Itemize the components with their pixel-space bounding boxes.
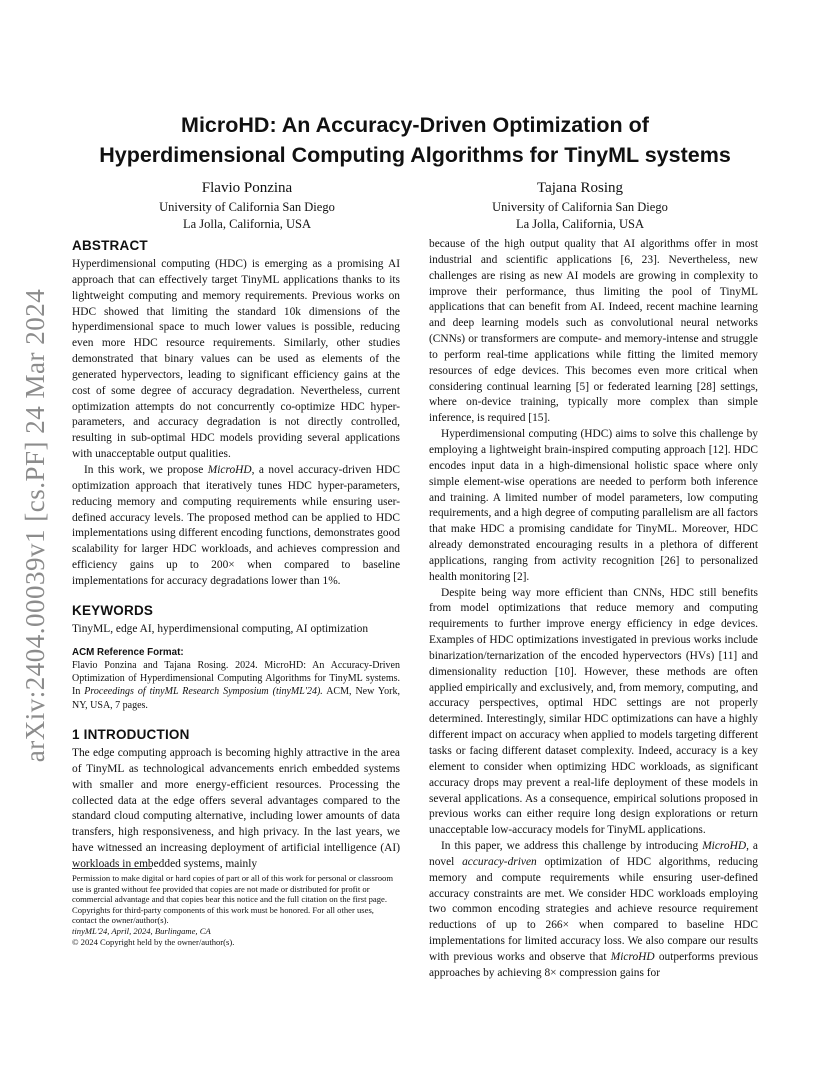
footnote-divider xyxy=(72,868,152,869)
paper-title xyxy=(70,110,760,170)
keywords-heading: KEYWORDS xyxy=(72,602,154,618)
abstract-paragraph-2: In this work, we propose MicroHD, a novel accuracy-driven HDC optimization approach that iteratively tunes HDC hyper-parameters, reducing memory and computing requirements while ensuring user-defined accuracy levels. The proposed method can be applied to HDC implementations using different encoding functions, demonstrates good scalability for larger HDC workloads, and achieves compression and efficiency gains up to 200× when compared to baseline implementations for accuracy degradations lower than 1%. xyxy=(72,463,400,587)
copyright-notice: © 2024 Copyright held by the owner/author(s). xyxy=(72,936,235,947)
introduction-paragraph-1-start: The edge computing approach is becoming highly attractive in the area of TinyML as technological advancements enrich embedded systems with smaller and more energy-efficient resources. Processing the collected data at the edge offers several advantages compared to the standard cloud computing alternative, including lower amounts of data transfers, high responsiveness, and high privacy. In the last years, we have witnessed an increasing deployment of artificial intelligence (AI) workloads in embedded systems, mainly xyxy=(72,747,400,870)
abstract-paragraph-1: Hyperdimensional computing (HDC) is emerging as a promising AI approach that can effectively target TinyML applications thanks to its lightweight computing and memory requirements. Previous works on HDC showed that limiting the standard 10k dimensions of the hyperdimensional space to much lower values is possible, reducing even more HDC resource requirements. Similarly, other studies demonstrated that binary values can be used as elements of the generated hypervectors, leading to significant efficiency gains at the cost of some degree of accuracy degradation. Nevertheless, current optimization attempts do not concurrently co-optimize HDC hyper-parameters, and accuracy degradation is not directly controlled, resulting in sub-optimal HDC models providing several applications with unacceptable output qualities. xyxy=(72,258,400,461)
abstract-heading: ABSTRACT xyxy=(72,238,148,253)
title-line-2: Hyperdimensional Computing Algorithms for TinyML systems xyxy=(99,143,731,167)
acm-reference-label: ACM Reference Format: xyxy=(72,646,184,658)
author-affiliation: University of California San Diego xyxy=(159,200,335,214)
author-location: La Jolla, California, USA xyxy=(515,217,645,231)
author-name: Tajana Rosing xyxy=(536,180,623,196)
arxiv-identifier-text: arXiv:2404.00039v1 [cs.PF] 24 Mar 2024 xyxy=(20,288,51,762)
author-location: La Jolla, California, USA xyxy=(182,217,312,231)
author-name: Flavio Ponzina xyxy=(201,180,293,196)
acm-reference xyxy=(72,646,400,712)
introduction-paragraph-3: Despite being way more efficient than CNNs, HDC still benefits from model optimizations that reduce memory and computing requirements to further improve energy efficiency in edge devices. Examples of HDC optimizations investigated in previous works include binarization/ternarization of the encoded hypervectors (HVs) [11] and dimensionality reduction [10]. However, these methods are often applied empirically and exclusively, and, from memory, computing, and accuracy perspectives, optimal HDC settings are not properly determined. Interestingly, similar HDC optimizations can have a highly different impact on accuracy when applied to models targeting different tasks or facing different dataset complexity. Indeed, accuracy is a key element to consider when optimizing HDC workloads, as significant accuracy drops may prevent a real-life deployment of these models in several applications. As a consequence, empirical solutions proposed in previous works can either require long design explorations or return unacceptable low-accuracy models for TinyML applications. xyxy=(429,586,758,837)
venue-notice: tinyML'24, April, 2024, Burlingame, CA xyxy=(72,925,211,936)
introduction-paragraph-4: In this paper, we address this challenge by introducing MicroHD, a novel accuracy-driven optimization of HDC algorithms, reducing memory and compute requirements while ensuring user-defined accuracy constraints are met. We consider HDC workloads employing two common encoding strategies and achieve resource requirement reductions of up to 266× when compared to baseline HDC implementations for limited accuracy loss. We also compare our results with previous works and observe that MicroHD outperforms previous approaches by achieving 8× compression gains for xyxy=(429,840,758,979)
title-line-1: MicroHD: An Accuracy-Driven Optimization of xyxy=(181,113,649,137)
copyright-footnote xyxy=(72,868,400,947)
introduction-paragraph-2: Hyperdimensional computing (HDC) aims to solve this challenge by employing a lightweight brain-inspired computing approach [12]. HDC encodes input data in a high-dimensional holistic space where only simple element-wise operations are needed to perform both inference and training. A limited number of model parameters, low computing requirements, and a high degree of computing parallelism are all factors that make HDC a promising candidate for TinyML. Moreover, HDC already demonstrated encouraging results in a plethora of different applications, ranging from activity recognition [26] to personalized health monitoring [2]. xyxy=(429,428,758,583)
left-column xyxy=(72,237,400,873)
author-block-1 xyxy=(97,178,397,233)
keywords-text: TinyML, edge AI, hyperdimensional computing, AI optimization xyxy=(72,622,369,635)
introduction-heading: 1 INTRODUCTION xyxy=(72,727,190,743)
right-column xyxy=(429,237,758,982)
acm-reference-text: Flavio Ponzina and Tajana Rosing. 2024. MicroHD: An Accuracy-Driven Optimization of Hyperdimensional Computing Algorithms for TinyML systems. In Proceedings of tinyML Research Symposium (tinyML'24). ACM, New York, NY, USA, 7 pages. xyxy=(72,659,400,711)
introduction-paragraph-1-continued: because of the high output quality that AI algorithms offer in most industrial and scientific applications [6, 23]. Nevertheless, new challenges are rising as new AI models are growing in complexity to improve their performance, thus limiting the pool of TinyML applications that can benefit from AI. Indeed, recent machine learning and deep learning models such as convolutional neural networks (CNNs) or transformers are compute- and memory-intense and struggle to perform real-time applications while fitting the limited memory resources of edge devices. This becomes even more critical when considering continual learning [5] or federated learning [28] settings, where on-device training, typically more complex than simple inference, is required [15]. xyxy=(429,238,758,425)
permission-notice: Permission to make digital or hard copies of part or all of this work for personal or classroom use is granted without fee provided that copies are not made or distributed for profit or commercial advantage and that copies bear this notice and the full citation on the first page. Copyrights for third-party components of this work must be honored. For all other uses, contact the owner/author(s). xyxy=(72,873,393,926)
method-name: MicroHD xyxy=(207,463,252,476)
author-affiliation: University of California San Diego xyxy=(492,200,668,214)
author-block-2 xyxy=(430,178,730,233)
arxiv-identifier-stamp xyxy=(16,290,56,760)
